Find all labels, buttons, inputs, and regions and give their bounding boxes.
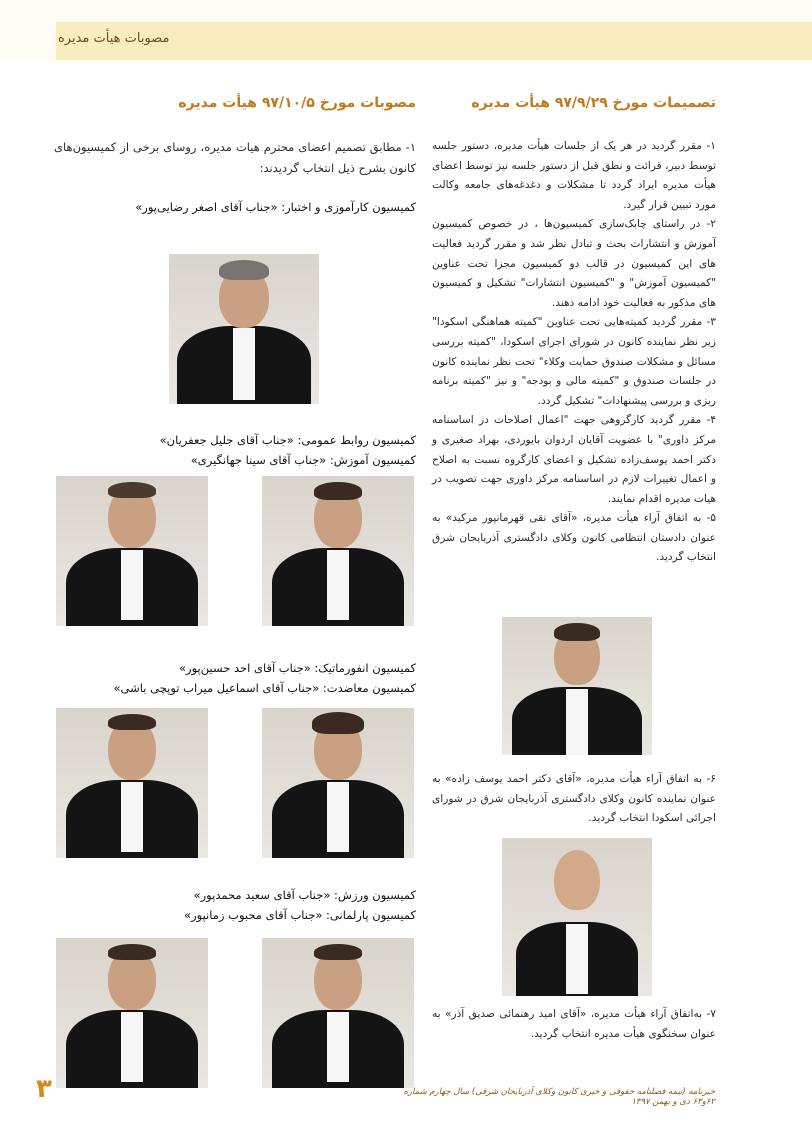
commission-line: کمیسیون کارآموزی و اختبار: «جناب آقای اصغر رضایی‌پور» — [135, 200, 416, 214]
portrait-photo — [56, 938, 208, 1088]
portrait-photo — [262, 476, 414, 626]
decision-paragraph: ۲- در راستای چابک‌سازی کمیسیون‌ها ، در خصوص کمیسیون آموزش و انتشارات بحث و تبادل نظر شد و مقرر گردید فعالیت های این کمیسیون در قالب دو کمیسیون مجزا تحت عناوین "کمیسیون آموزش" و "کمیسیون انتشارات" تشکیل و کمیسیون های مذکور به فعالیت خود ادامه دهند. — [432, 218, 716, 309]
page-number: ۳ — [36, 1074, 52, 1104]
right-column — [432, 95, 716, 568]
intro-paragraph: ۱- مطابق تصمیم اعضای محترم هیات مدیره، روسای برخی از کمیسیون‌های کانون بشرح ذیل انتخاب گردیدند: — [54, 140, 416, 175]
portrait-photo — [169, 254, 319, 404]
portrait-photo — [262, 938, 414, 1088]
commission-line: کمیسیون معاضدت: «جناب آقای اسماعیل میراب توپچی باشی» — [113, 681, 416, 695]
commission-line: کمیسیون روابط عمومی: «جناب آقای جلیل جعفریان» — [159, 433, 416, 447]
left-column-title: مصوبات مورخ ۹۷/۱۰/۵ هیأت مدیره — [178, 95, 416, 111]
decision-paragraph: ۴- مقرر گردید کارگروهی جهت "اعمال اصلاحات در اساسنامه مرکز داوری" با عضویت آقایان اردوان بایوردی، بهراد صغیری و دکتر احمد یوسف‌زاده تشکیل و اعضای کارگروه نسبت به اصلاح و اعمال تغییرات لازم در اساسنامه مرکز داوری جهت تصویب در هیات مدیره اقدام نمایند. — [432, 414, 716, 505]
commission-group — [54, 885, 416, 925]
commission-line: کمیسیون انفورماتیک: «جناب آقای احد حسین‌پور» — [178, 661, 416, 675]
decision-paragraph: ۱- مقرر گردید در هر یک از جلسات هیأت مدیره، دستور جلسه توسط دبیر، قرائت و نطق قبل از دستور جلسه نیز توسط اعضای هیأت مدیره ایراد گردد تا مشکلات و دغدغه‌های جامعه وکالت مورد تبیین قرار گیرد. — [432, 140, 716, 211]
decision-paragraph: ۵- به اتفاق آراء هیأت مدیره، «آقای نقی قهرمانپور مرکید» به عنوان دادستان انتظامی کانون وکلای دادگستری آذربایجان شرق انتخاب گردید. — [432, 512, 716, 564]
commission-line: کمیسیون پارلمانی: «جناب آقای محبوب زمانپور» — [184, 908, 416, 922]
decision-paragraph: ۳- مقرر گردید کمیته‌هایی تحت عناوین "کمیته هماهنگی اسکودا" زیر نظر نماینده کانون در شورای اجرای اسکودا، "کمیته بررسی مسائل و مشکلات صندوق حمایت وکلاء" تحت نظر نماینده کانون در جلسات صندوق و "کمیته مالی و بودجه" و نیز "کمیته برنامه ریزی و بررسی پیشنهادات" تشکیل گردد. — [432, 316, 716, 407]
commission-group — [54, 430, 416, 470]
commission-group — [54, 658, 416, 698]
left-column — [54, 95, 416, 217]
right-column-title: تصمیمات مورخ ۹۷/۹/۲۹ هیأت مدیره — [471, 95, 716, 111]
portrait-photo — [56, 476, 208, 626]
decision-paragraph: ۶- به اتفاق آراء هیأت مدیره، «آقای دکتر احمد یوسف زاده» به عنوان نماینده کانون وکلای دادگستری آذربایجان شرق در شورای اجرائی اسکودا انتخاب گردید. — [432, 773, 716, 825]
portrait-photo — [262, 708, 414, 858]
section-title: مصوبات هیأت مدیره — [58, 31, 170, 46]
commission-line: کمیسیون آموزش: «جناب آقای سینا جهانگیری» — [190, 453, 416, 467]
footer-text: خبرنامه (نیمه فصلنامه حقوقی و خبری کانون وکلای آذربایجان شرقی) سال چهارم شماره ۶۲و۶۳ دی و بهمن ۱۳۹۷ — [403, 1087, 715, 1107]
portrait-photo — [502, 838, 652, 996]
portrait-photo — [56, 708, 208, 858]
portrait-photo — [502, 617, 652, 755]
decision-paragraph: ۷- به‌اتفاق آراء هیأت مدیره، «آقای امید رهنمائی صدیق آذر» به عنوان سخنگوی هیأت مدیره انتخاب گردید. — [432, 1008, 716, 1040]
commission-line: کمیسیون ورزش: «جناب آقای سعید محمدپور» — [193, 888, 416, 902]
